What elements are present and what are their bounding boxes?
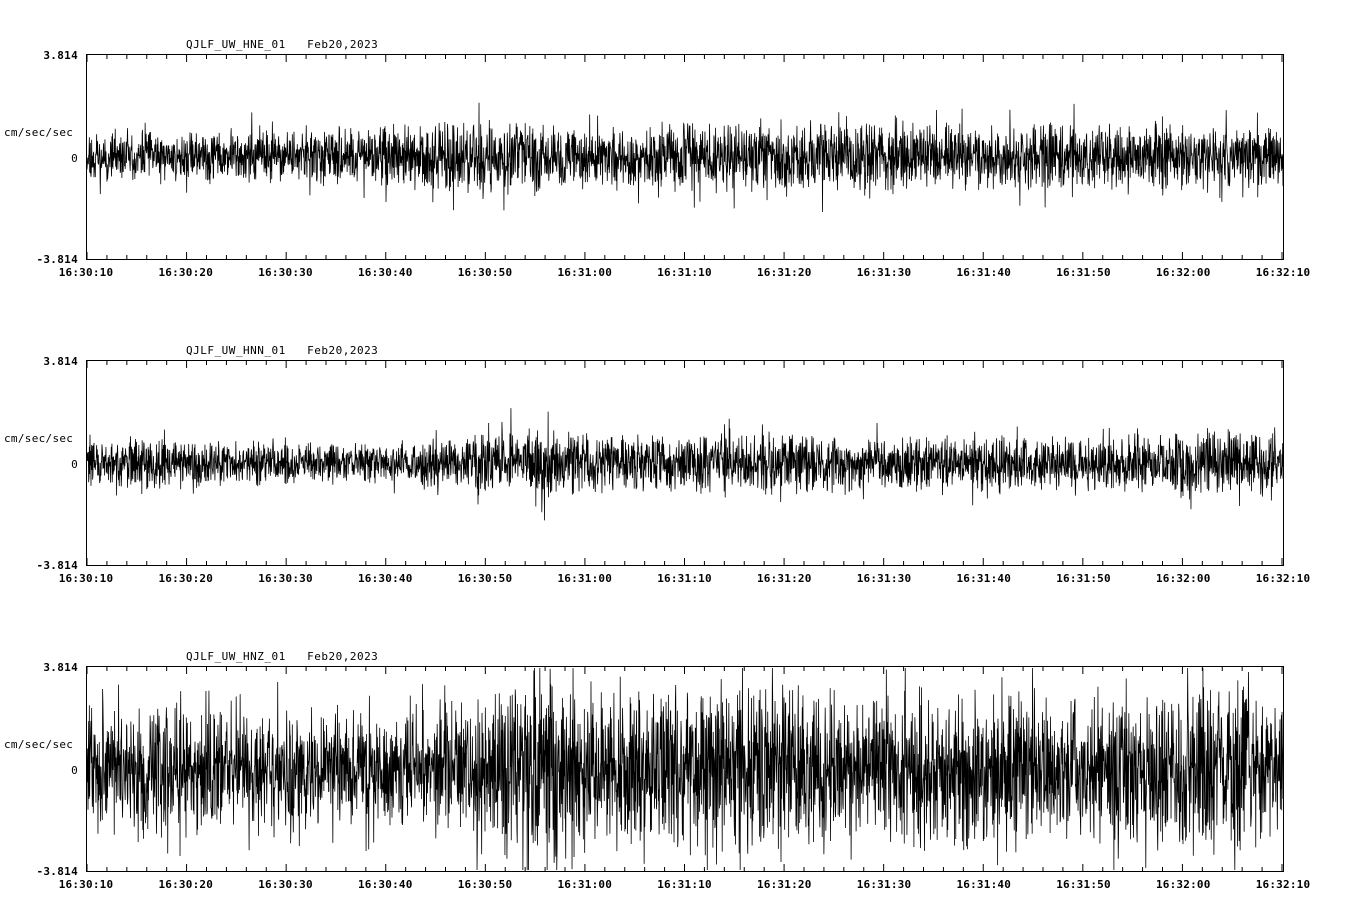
- seismogram-panel-hnz: [0, 620, 1358, 910]
- waveform-trace: [87, 667, 1283, 871]
- x-tick-label: 16:30:20: [158, 572, 214, 585]
- x-tick-label: 16:30:30: [258, 572, 313, 585]
- x-tick-label: 16:31:10: [657, 878, 712, 891]
- waveform-trace: [87, 361, 1283, 565]
- x-tick-label: 16:31:00: [557, 572, 613, 585]
- x-tick-label: 16:31:00: [557, 266, 613, 279]
- x-tick-label: 16:32:10: [1255, 266, 1311, 279]
- x-axis-ticks: [58, 878, 1311, 896]
- panel-title: QJLF_UW_HNN_01 Feb20,2023: [186, 344, 379, 357]
- x-tick-label: 16:30:30: [258, 266, 313, 279]
- x-tick-label: 16:30:10: [58, 878, 114, 891]
- x-tick-label: 16:31:10: [657, 266, 712, 279]
- x-tick-label: 16:32:10: [1255, 878, 1311, 891]
- y-tick-min: -3.814: [36, 865, 78, 878]
- x-tick-label: 16:32:00: [1155, 878, 1211, 891]
- y-tick-max: 3.814: [43, 355, 78, 368]
- x-tick-label: 16:31:10: [657, 572, 712, 585]
- x-tick-label: 16:30:20: [158, 266, 214, 279]
- x-tick-label: 16:30:50: [457, 572, 513, 585]
- x-tick-label: 16:31:40: [956, 266, 1012, 279]
- plot-area[interactable]: [86, 54, 1284, 260]
- x-tick-label: 16:31:40: [956, 572, 1012, 585]
- x-tick-label: 16:31:20: [756, 878, 812, 891]
- x-axis-ticks: [58, 572, 1311, 590]
- x-tick-label: 16:30:50: [457, 878, 513, 891]
- waveform-trace: [87, 55, 1283, 259]
- y-tick-min: -3.814: [36, 253, 78, 266]
- x-axis-ticks: [58, 266, 1311, 284]
- y-axis-units-label: cm/sec/sec: [4, 126, 74, 139]
- x-tick-label: 16:31:50: [1056, 572, 1111, 585]
- y-tick-zero: 0: [71, 764, 78, 777]
- x-tick-label: 16:30:40: [357, 572, 413, 585]
- plot-area[interactable]: [86, 666, 1284, 872]
- seismogram-panel-hne: [0, 8, 1358, 298]
- panel-title: QJLF_UW_HNE_01 Feb20,2023: [186, 38, 379, 51]
- x-tick-label: 16:30:10: [58, 572, 114, 585]
- x-tick-label: 16:31:40: [956, 878, 1012, 891]
- x-tick-label: 16:30:40: [357, 878, 413, 891]
- x-tick-label: 16:31:30: [856, 266, 912, 279]
- y-axis-units-label: cm/sec/sec: [4, 738, 74, 751]
- x-tick-label: 16:31:50: [1056, 878, 1111, 891]
- x-tick-label: 16:32:00: [1155, 572, 1211, 585]
- y-tick-max: 3.814: [43, 49, 78, 62]
- y-tick-max: 3.814: [43, 661, 78, 674]
- x-tick-label: 16:30:10: [58, 266, 114, 279]
- panel-title: QJLF_UW_HNZ_01 Feb20,2023: [186, 650, 379, 663]
- y-axis-units-label: cm/sec/sec: [4, 432, 74, 445]
- plot-area[interactable]: [86, 360, 1284, 566]
- y-tick-min: -3.814: [36, 559, 78, 572]
- x-tick-label: 16:32:10: [1255, 572, 1311, 585]
- x-tick-label: 16:31:20: [756, 266, 812, 279]
- x-tick-label: 16:30:20: [158, 878, 214, 891]
- x-tick-label: 16:30:30: [258, 878, 313, 891]
- x-tick-label: 16:31:50: [1056, 266, 1111, 279]
- x-tick-label: 16:32:00: [1155, 266, 1211, 279]
- seismogram-panel-hnn: [0, 314, 1358, 604]
- y-tick-zero: 0: [71, 458, 78, 471]
- x-tick-label: 16:31:30: [856, 572, 912, 585]
- x-tick-label: 16:31:20: [756, 572, 812, 585]
- x-tick-label: 16:30:50: [457, 266, 513, 279]
- x-tick-label: 16:30:40: [357, 266, 413, 279]
- x-tick-label: 16:31:30: [856, 878, 912, 891]
- x-tick-label: 16:31:00: [557, 878, 613, 891]
- y-tick-zero: 0: [71, 152, 78, 165]
